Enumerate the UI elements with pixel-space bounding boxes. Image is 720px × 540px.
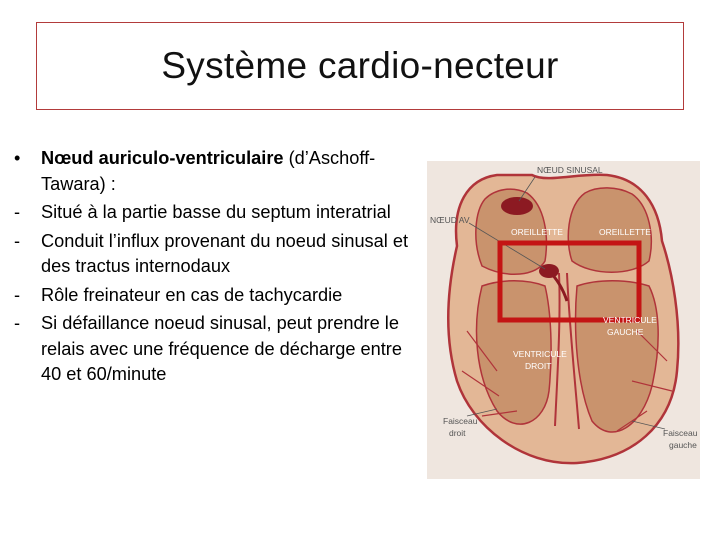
label-right-atrium: OREILLETTE — [511, 227, 563, 237]
sinus-node — [501, 197, 533, 215]
bullet-text: Situé à la partie basse du septum interatrial — [41, 202, 391, 222]
heart-diagram — [427, 161, 700, 479]
bullet-item — [14, 283, 414, 309]
label-right-ventricle-line1: VENTRICULE — [513, 349, 567, 359]
label-left-bundle-line1: Faisceau — [663, 428, 698, 438]
label-right-ventricle-line2: DROIT — [525, 361, 552, 371]
bullet-item — [14, 146, 414, 197]
label-left-ventricle-line2: GAUCHE — [607, 327, 644, 337]
label-left-ventricle-line1: VENTRICULE — [603, 315, 657, 325]
bullet-item — [14, 311, 414, 388]
bullet-marker: - — [14, 313, 21, 333]
label-left-atrium: OREILLETTE — [599, 227, 651, 237]
bullet-marker: - — [14, 230, 21, 251]
bullet-marker: - — [14, 284, 21, 305]
heart-illustration — [427, 161, 700, 479]
bullet-marker: • — [14, 148, 21, 168]
bullet-item — [14, 229, 414, 280]
bullet-marker: - — [14, 202, 21, 222]
bullet-text: Rôle freinateur en cas de tachycardie — [41, 284, 343, 305]
label-right-bundle-line2: droit — [449, 428, 466, 438]
slide-title: Système cardio-necteur — [161, 45, 559, 86]
label-left-bundle-line2: gauche — [669, 440, 697, 450]
label-right-bundle-line1: Faisceau — [443, 416, 478, 426]
bullet-item — [14, 200, 414, 226]
title-box — [36, 22, 684, 110]
bullet-text: Conduit l’influx provenant du noeud sinusal et des tractus internodaux — [41, 230, 409, 276]
bullet-text: (d’Aschoff-Tawara) : — [41, 148, 376, 194]
bullet-list — [14, 146, 414, 391]
bullet-text: Si défaillance noeud sinusal, peut prendre le relais avec une fréquence de décharge entre 40 et 60/minute — [41, 313, 402, 384]
bullet-bold-text: Nœud auriculo-ventriculaire — [41, 148, 284, 168]
label-sinus-node: NŒUD SINUSAL — [537, 165, 603, 175]
label-av-node: NŒUD AV — [430, 215, 470, 225]
